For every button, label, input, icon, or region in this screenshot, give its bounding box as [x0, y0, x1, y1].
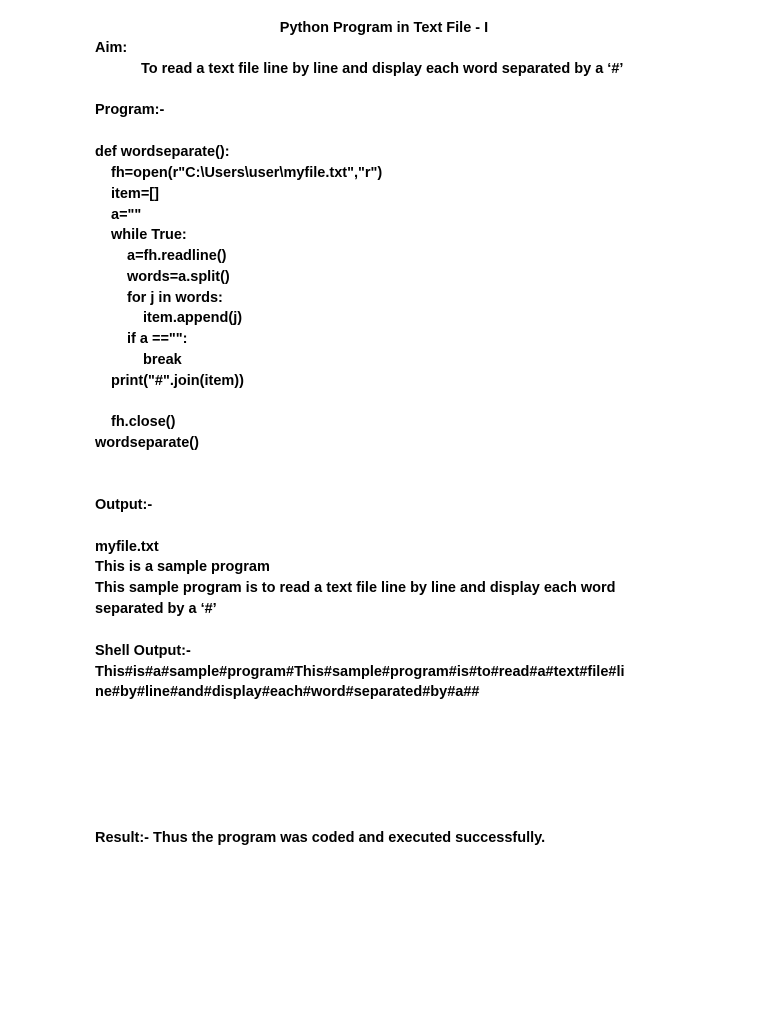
shell-output-heading: Shell Output:- — [95, 643, 191, 659]
code-line: a="" — [111, 207, 142, 223]
output-filename: myfile.txt — [95, 539, 159, 555]
aim-heading: Aim: — [95, 40, 128, 56]
code-line: a=fh.readline() — [127, 248, 227, 264]
code-line: fh=open(r"C:\Users\user\myfile.txt","r") — [111, 165, 383, 181]
code-line: break — [143, 352, 182, 368]
code-line: wordseparate() — [95, 435, 199, 451]
page-title: Python Program in Text File - I — [279, 20, 489, 36]
output-heading: Output:- — [95, 497, 153, 513]
code-line: words=a.split() — [127, 269, 230, 285]
code-line: if a =="": — [127, 331, 188, 347]
program-heading: Program:- — [95, 102, 165, 118]
code-line: item=[] — [111, 186, 159, 202]
code-line: item.append(j) — [143, 310, 243, 326]
aim-text: To read a text file line by line and display each word separated by a ‘#’ — [141, 61, 624, 77]
output-line: This is a sample program — [95, 559, 270, 575]
code-line: fh.close() — [111, 414, 176, 430]
code-line: print("#".join(item)) — [111, 373, 244, 389]
result-text: Result:- Thus the program was coded and executed successfully. — [95, 830, 546, 846]
code-line: def wordseparate(): — [95, 144, 230, 160]
shell-output-line: ne#by#line#and#display#each#word#separated#by#a## — [95, 684, 480, 700]
code-line: for j in words: — [127, 290, 223, 306]
output-line: This sample program is to read a text file line by line and display each word — [95, 580, 616, 596]
output-line: separated by a ‘#’ — [95, 601, 217, 617]
shell-output-line: This#is#a#sample#program#This#sample#program#is#to#read#a#text#file#li — [95, 664, 625, 680]
code-line: while True: — [111, 227, 187, 243]
